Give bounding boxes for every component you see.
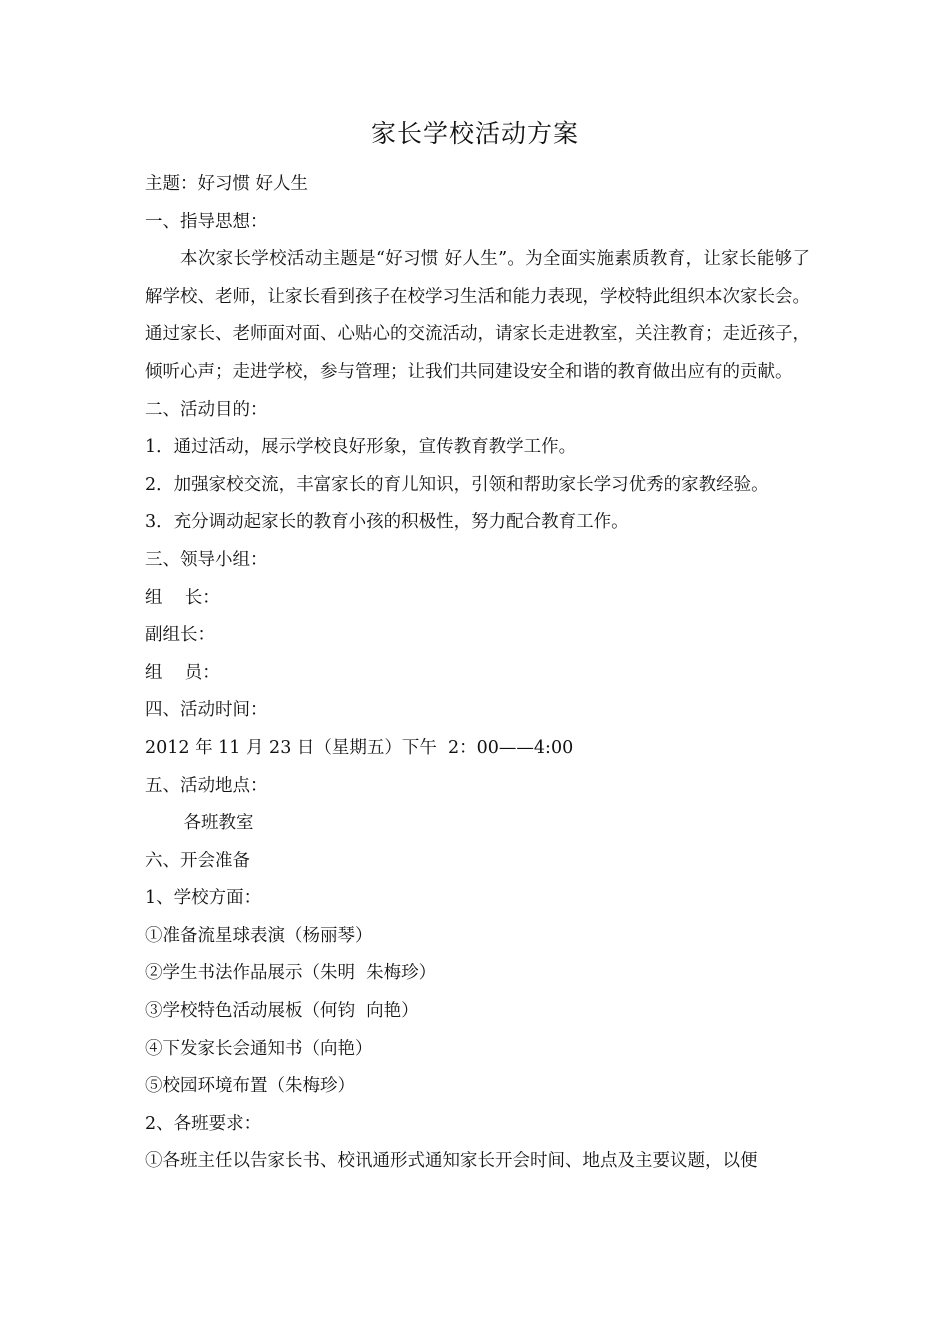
section-heading-guiding-ideology: 一、指导思想： — [145, 211, 268, 232]
purpose-item: 3．充分调动起家长的教育小孩的积极性，努力配合教育工作。 — [145, 512, 629, 533]
school-preparation-item: ①准备流星球表演（杨丽琴） — [145, 925, 373, 946]
school-preparation-item: ④下发家长会通知书（向艳） — [145, 1038, 373, 1059]
school-preparation-item: ⑤校园环境布置（朱梅珍） — [145, 1076, 355, 1097]
members-line: 组 员： — [145, 662, 220, 683]
purpose-item: 1．通过活动，展示学校良好形象，宣传教育教学工作。 — [145, 437, 577, 458]
document-body — [145, 166, 810, 1181]
section-heading-meeting-preparation: 六、开会准备 — [145, 850, 250, 871]
school-preparation-heading: 1、学校方面： — [145, 888, 262, 909]
class-requirements-heading: 2、各班要求： — [145, 1113, 262, 1134]
document-title: 家长学校活动方案 — [370, 119, 579, 148]
section-heading-activity-time: 四、活动时间： — [145, 700, 268, 721]
activity-place-value: 各班教室 — [183, 813, 254, 834]
theme-line: 主题：好习惯 好人生 — [145, 174, 309, 194]
vice-leader-line: 副组长： — [145, 625, 215, 646]
leader-line: 组 长： — [145, 587, 220, 608]
section-heading-leadership-group: 三、领导小组： — [145, 549, 268, 570]
purpose-item: 2．加强家校交流，丰富家长的育儿知识，引领和帮助家长学习优秀的家教经验。 — [145, 474, 769, 495]
section-heading-activity-place: 五、活动地点： — [145, 775, 268, 796]
guiding-ideology-paragraph: 本次家长学校活动主题是“好习惯 好人生”。为全面实施素质教育，让家长能够了解学校、老师，让家长看到孩子在校学习生活和能力表现，学校特此组织本次家长会。通过家长、老师面对面、心贴心的交流活动，请家长走进教室，关注教育；走近孩子，倾听心声；走进学校，参与管理；让我们共同建设安全和谐的教育做出应有的贡献。 — [145, 249, 810, 382]
section-heading-activity-purpose: 二、活动目的： — [145, 399, 268, 420]
activity-time-value: 2012 年 11 月 23 日（星期五）下午 2：00——4:00 — [145, 737, 574, 758]
school-preparation-item: ②学生书法作品展示（朱明 朱梅珍） — [145, 963, 437, 984]
class-requirement-item: ①各班主任以告家长书、校讯通形式通知家长开会时间、地点及主要议题，以便 — [145, 1151, 758, 1172]
school-preparation-item: ③学校特色活动展板（何钧 向艳） — [145, 1001, 419, 1022]
